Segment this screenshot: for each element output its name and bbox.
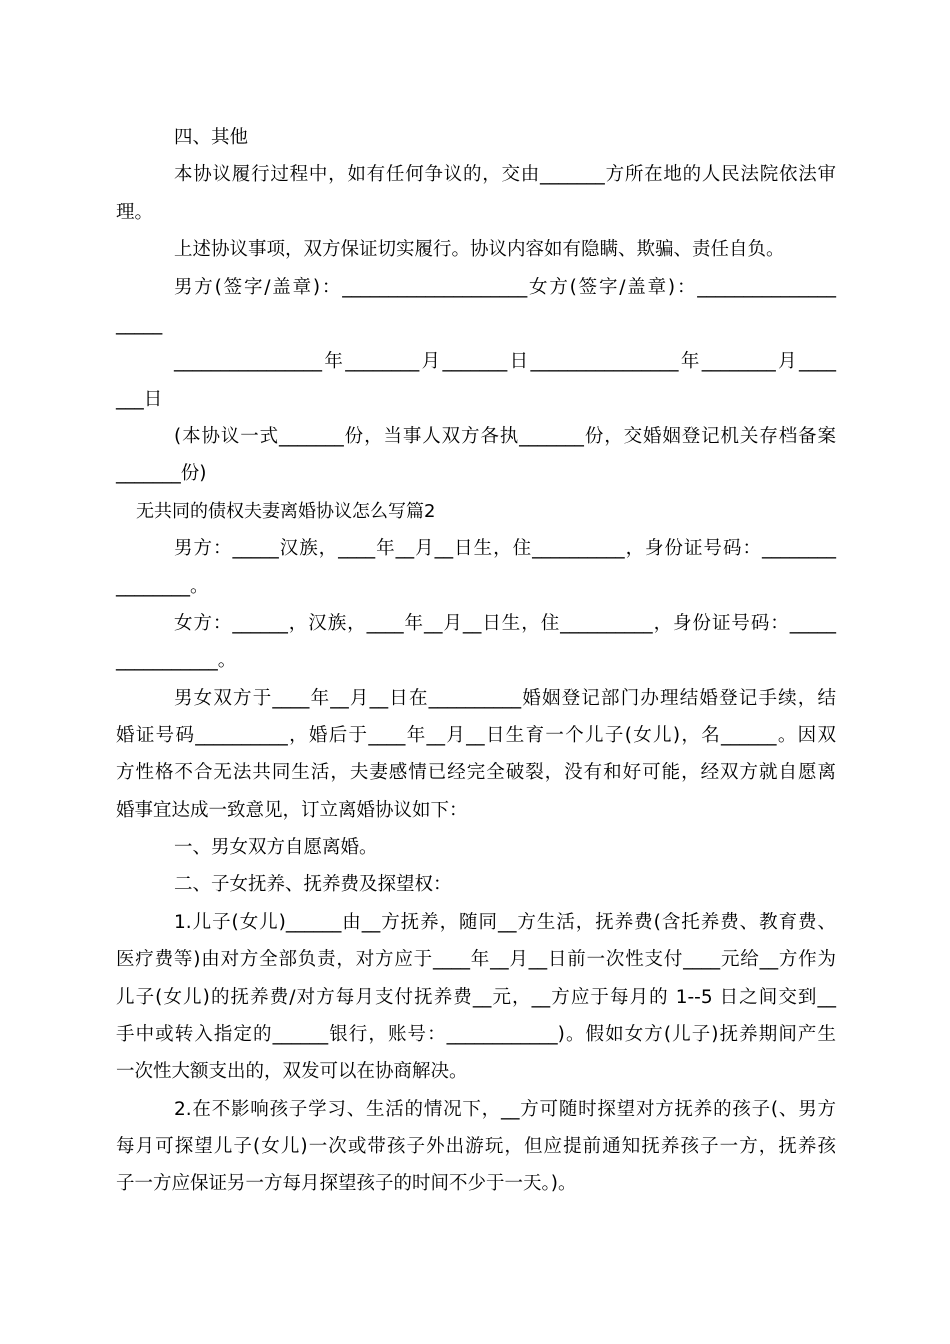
dispute-clause-line: 本协议履行过程中，如有任何争议的，交由_______方所在地的人民法院依法审 bbox=[174, 164, 836, 185]
custody-paragraph-line: 医疗费等)由对方全部负责，对方应于____年__月__日前一次性支付____元给__方作为 bbox=[116, 949, 836, 970]
custody-paragraph-line: 一次性大额支出的，双发可以在协商解决。 bbox=[116, 1061, 468, 1082]
section-four-heading: 四、其他 bbox=[174, 127, 249, 148]
article-title: 无共同的债权夫妻离婚协议怎么写篇2 bbox=[136, 501, 436, 522]
marriage-intro-line: 方性格不合无法共同生活，夫妻感情已经完全破裂，没有和好可能，经双方就自愿离 bbox=[116, 762, 836, 783]
signature-line: 男方(签字/盖章)：____________________女方(签字/盖章)：_______________ bbox=[174, 277, 836, 298]
marriage-intro-line: 婚事宜达成一致意见，订立离婚协议如下： bbox=[116, 800, 468, 821]
dispute-clause-line: 理。 bbox=[116, 202, 154, 223]
visitation-paragraph-line: 2.在不影响孩子学习、生活的情况下，__方可随时探望对方抚养的孩子(、男方 bbox=[174, 1099, 836, 1120]
custody-paragraph-line: 儿子(女儿)的抚养费/对方每月支付抚养费__元，__方应于每月的 1--5 日之间交到__ bbox=[116, 987, 836, 1008]
visitation-paragraph-line: 每月可探望儿子(女儿)一次或带孩子外出游玩，但应提前通知抚养孩子一方，抚养孩 bbox=[116, 1136, 836, 1157]
marriage-intro-line: 男女双方于____年__月__日在__________婚姻登记部门办理结婚登记手续，结 bbox=[174, 688, 836, 709]
custody-paragraph-line: 1.儿子(女儿)______由__方抚养，随同__方生活，抚养费(含托养费、教育费、 bbox=[174, 912, 836, 933]
custody-paragraph-line: 手中或转入指定的______银行，账号：____________)。假如女方(儿子)抚养期间产生 bbox=[116, 1024, 836, 1045]
signature-line: _____ bbox=[116, 314, 163, 335]
clause-one: 一、男女双方自愿离婚。 bbox=[174, 837, 378, 858]
copies-clause-line: (本协议一式_______份，当事人双方各执_______份，交婚姻登记机关存档备案 bbox=[174, 426, 836, 447]
marriage-intro-line: 婚证号码__________，婚后于____年__月__日生育一个儿子(女儿)，名______。因双 bbox=[116, 725, 836, 746]
guarantee-clause: 上述协议事项，双方保证切实履行。协议内容如有隐瞒、欺骗、责任自负。 bbox=[174, 239, 785, 260]
date-line: ________________年________月_______日________________年________月____ bbox=[174, 351, 836, 372]
visitation-paragraph-line: 子一方应保证另一方每月探望孩子的时间不少于一天。)。 bbox=[116, 1173, 577, 1194]
female-party-line: 女方：______，汉族，____年__月__日生，住__________，身份证号码：_____ bbox=[174, 613, 836, 634]
male-party-line: 男方：_____汉族，____年__月__日生，住__________，身份证号码：________ bbox=[174, 538, 836, 559]
female-party-line: ___________。 bbox=[116, 650, 237, 671]
date-line: ___日 bbox=[116, 389, 163, 410]
clause-two-heading: 二、子女抚养、抚养费及探望权： bbox=[174, 874, 452, 895]
male-party-line: ________。 bbox=[116, 576, 209, 597]
copies-clause-line: _______份) bbox=[116, 463, 207, 484]
